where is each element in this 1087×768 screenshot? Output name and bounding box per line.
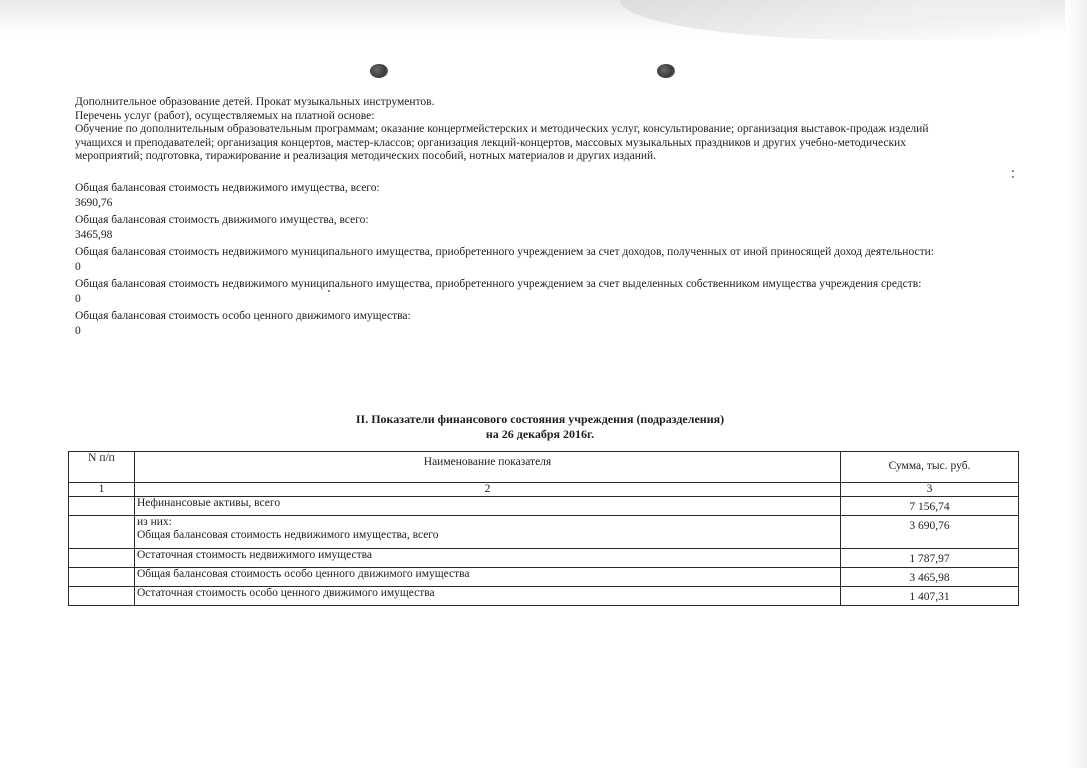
table-row [69, 568, 1019, 587]
balance-label: Общая балансовая стоимость недвижимого муниципального имущества, приобретенного учреждением за счет выделенных собственником имущества учреждения средств: [75, 277, 922, 290]
row-number [69, 549, 135, 568]
header-sum: Сумма, тыс. руб. [841, 452, 1019, 483]
row-sum: 3 465,98 [841, 568, 1019, 587]
section-date: на 26 декабря 2016г. [485, 427, 595, 441]
row-number [69, 516, 135, 549]
row-name: Нефинансовые активы, всего [135, 497, 841, 516]
paid-services-list: Обучение по дополнительным образовательным программам; оказание концертмейстерских и методических услуг, консультирование; организация выставок-продаж изделий учащихся и преподавателей; организация концертов, мастер-классов; организация лекций-концертов, массовых музыкальных праздников и других учебно-методических мероприятий; подготовка, тиражирование и реализация методических пособий, нотных материалов и других изданий. [75, 123, 929, 162]
balance-value: 0 [75, 293, 81, 305]
financial-table [68, 451, 1019, 606]
row-sum: 1 787,97 [841, 549, 1019, 568]
table-row [69, 587, 1019, 606]
header-number: N п/п [69, 452, 135, 483]
row-name-cell [135, 516, 841, 549]
scan-speck [1012, 176, 1014, 178]
balance-label: Общая балансовая стоимость недвижимого муниципального имущества, приобретенного учреждением за счет доходов, полученных от иной приносящей доход деятельности: [75, 245, 934, 258]
row-number [69, 587, 135, 606]
punch-hole-left [370, 64, 388, 78]
paid-services-heading: Перечень услуг (работ), осуществляемых на платной основе: [75, 109, 375, 122]
row-name: Остаточная стоимость особо ценного движимого имущества [135, 587, 841, 606]
row-sum: 1 407,31 [841, 587, 1019, 606]
header-name: Наименование показателя [135, 452, 841, 483]
activity-line: Дополнительное образование детей. Прокат музыкальных инструментов. [75, 96, 435, 108]
institution-info [75, 96, 975, 342]
row-name: Общая балансовая стоимость особо ценного движимого имущества [135, 568, 841, 587]
table-header-row [69, 452, 1019, 483]
column-number: 1 [69, 483, 135, 497]
scan-page-fold [620, 0, 1040, 40]
balance-value: 3690,76 [75, 197, 113, 209]
balance-label: Общая балансовая стоимость движимого имущества, всего: [75, 213, 369, 226]
table-numbering-row [69, 483, 1019, 497]
row-number [69, 497, 135, 516]
row-sum: 7 156,74 [841, 497, 1019, 516]
section-title: II. Показатели финансового состояния учреждения (подразделения) [355, 412, 725, 426]
row-number [69, 568, 135, 587]
table-row [69, 549, 1019, 568]
punch-hole-right [657, 64, 675, 78]
balance-value: 0 [75, 325, 81, 337]
balance-value: 0 [75, 261, 81, 273]
scan-right-edge [1065, 0, 1087, 768]
balance-value: 3465,98 [75, 229, 113, 241]
row-name: из них: [137, 516, 172, 528]
balance-label: Общая балансовая стоимость особо ценного движимого имущества: [75, 309, 411, 322]
row-name-detail: Общая балансовая стоимость недвижимого имущества, всего [137, 529, 439, 541]
scan-speck [1012, 170, 1014, 172]
balance-label: Общая балансовая стоимость недвижимого имущества, всего: [75, 181, 380, 194]
column-number: 3 [841, 483, 1019, 497]
table-row [69, 516, 1019, 549]
row-name: Остаточная стоимость недвижимого имущества [135, 549, 841, 568]
row-sum: 3 690,76 [841, 516, 1019, 549]
table-row [69, 497, 1019, 516]
column-number: 2 [135, 483, 841, 497]
